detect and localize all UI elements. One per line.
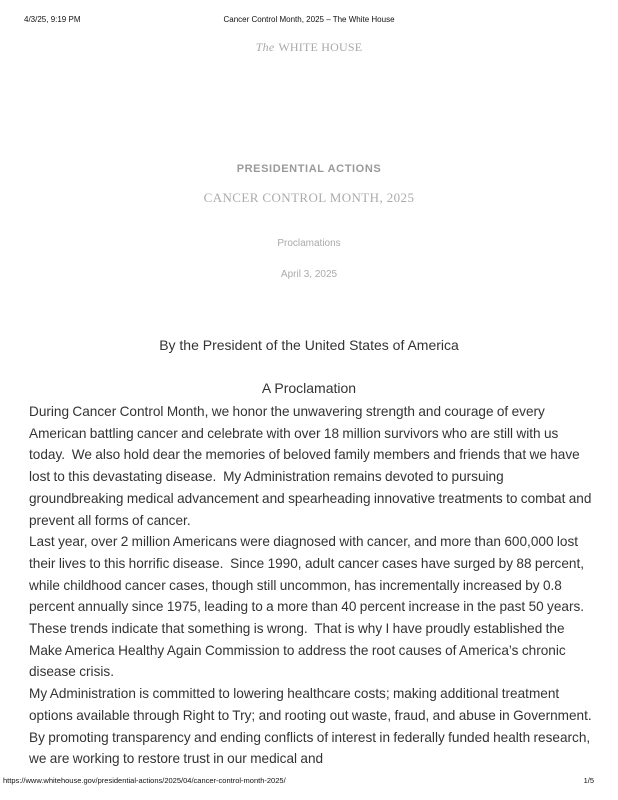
section-label[interactable]: PRESIDENTIAL ACTIONS bbox=[236, 163, 382, 175]
page-indicator: 1/5 bbox=[583, 776, 594, 785]
paragraph: During Cancer Control Month, we honor the unwavering strength and courage of every American battling cancer and celebrate with over 18 million survivors who are still with us today. We also hold dear the memories of beloved family members and friends that we have lost to this devastating disease. My Administration remains devoted to pursuing groundbreaking medical advancement and spearheading innovative treatments to combat and prevent all forms of cancer. bbox=[29, 404, 595, 528]
category-link[interactable]: Proclamations bbox=[277, 238, 341, 249]
logo-name: WHITE HOUSE bbox=[278, 40, 363, 54]
print-datetime: 4/3/25, 9:19 PM bbox=[24, 15, 81, 24]
paragraph: Last year, over 2 million Americans were diagnosed with cancer, and more than 600,000 lost their lives to this horrific disease. Since 1990, adult cancer cases have surged by 88 percent, while childhood cancer cases, though still uncommon, has incrementally increased by 0.8 percent annually since 1975, leading to a more than 40 percent increase in the past 50 years. These trends indicate that something is wrong. That is why I have proudly established the Make America Healthy Again Commission to address the root causes of America’s chronic disease crisis. bbox=[29, 534, 591, 680]
proclamation-heading: A Proclamation bbox=[261, 380, 357, 396]
print-document-title: Cancer Control Month, 2025 – The White House bbox=[223, 15, 395, 24]
white-house-logo[interactable] bbox=[0, 40, 618, 55]
print-header bbox=[0, 15, 618, 27]
page-title: CANCER CONTROL MONTH, 2025 bbox=[203, 190, 415, 205]
byline: By the President of the United States of America bbox=[159, 337, 459, 353]
paragraph: My Administration is committed to lowering healthcare costs; making additional treatment options available through Right to Try; and rooting out waste, fraud, and abuse in Government. By promoting transparency and ending conflicts of interest in federally funded health research, we are working to restore trust in our medical and bbox=[29, 686, 599, 767]
print-footer bbox=[0, 776, 618, 788]
article-body bbox=[29, 401, 599, 770]
print-url: https://www.whitehouse.gov/presidential-actions/2025/04/cancer-control-month-2025/ bbox=[3, 776, 286, 785]
publish-date: April 3, 2025 bbox=[280, 269, 338, 280]
logo-the: The bbox=[255, 40, 275, 54]
